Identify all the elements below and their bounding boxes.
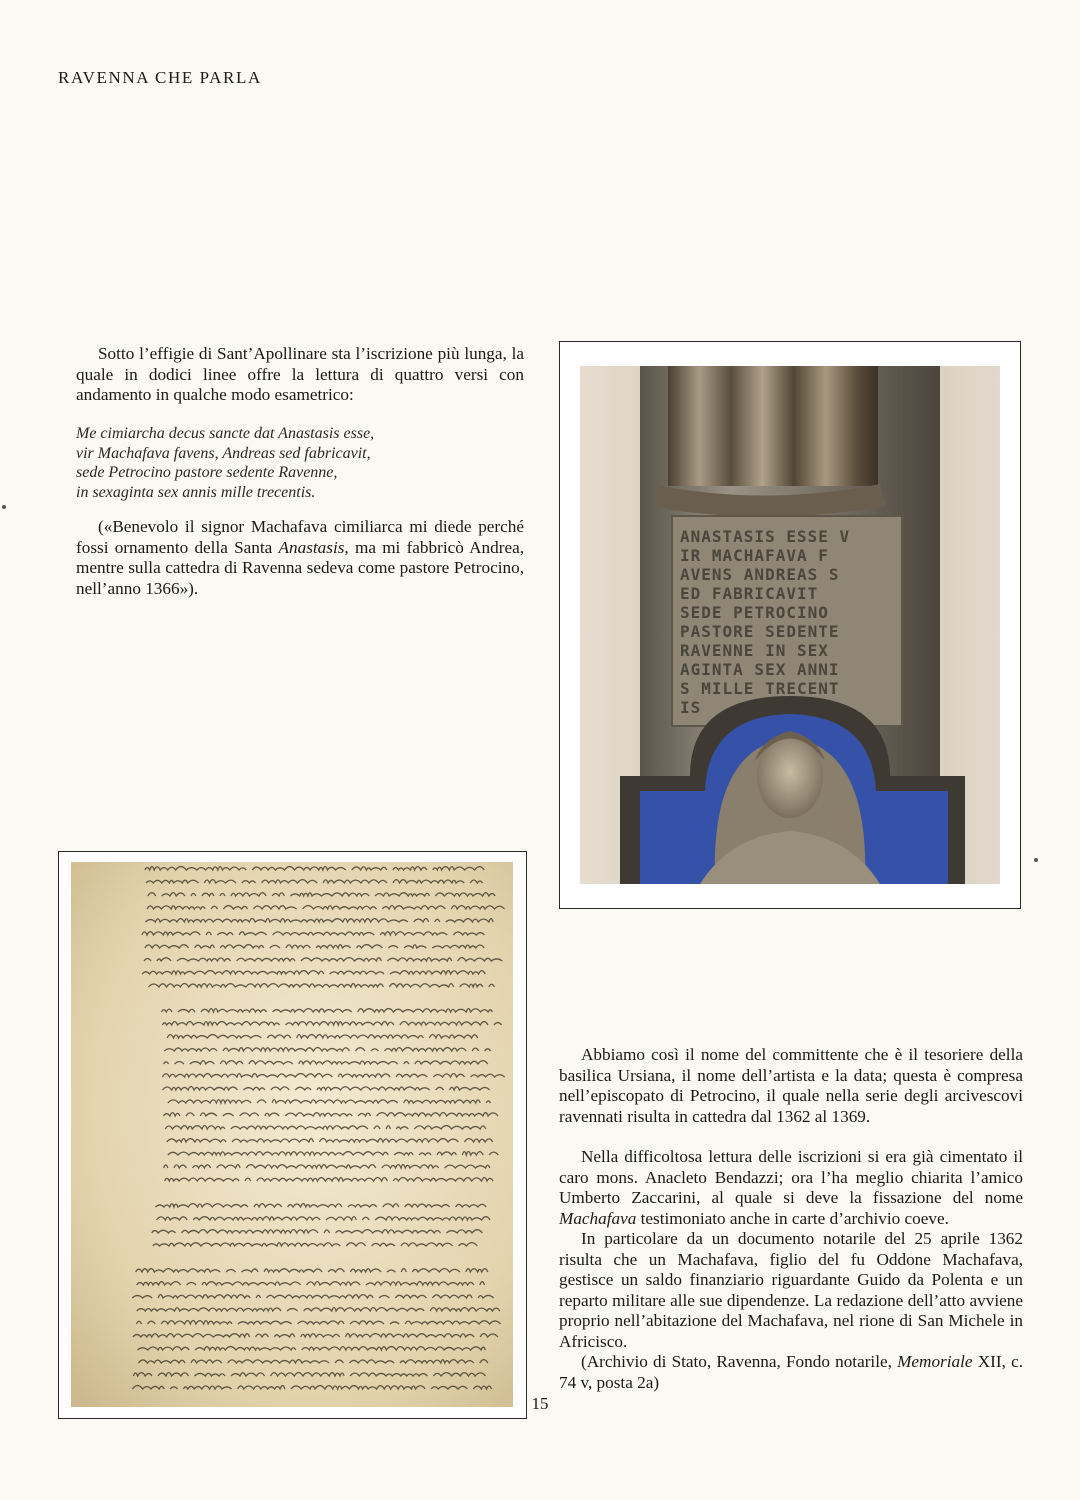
print-speck — [2, 505, 6, 509]
page-number: 15 — [531, 1394, 549, 1413]
translation-text: ma mi fabbricò Andrea, mentre sulla cattedra di Ravenna sedeva come pastore Petrocino, nell’anno 1366»). — [76, 537, 524, 598]
inscription-line: AVENS ANDREAS S — [680, 565, 840, 584]
inscription-line: PASTORE SEDENTE — [680, 622, 840, 641]
translation-text: («Benevolo il signor Machafava cimiliarca mi diede perché fossi ornamento della Santa — [76, 517, 524, 557]
manuscript-document-photo — [71, 862, 513, 1407]
intro-paragraph — [76, 344, 524, 406]
verse-line: Me cimiarcha decus sancte dat Anastasis esse, — [76, 425, 375, 442]
citation-text: (Archivio di Stato, Ravenna, Fondo notarile, — [581, 1352, 898, 1371]
paragraph-italic: Machafava — [559, 1208, 637, 1228]
print-speck — [1034, 858, 1038, 862]
running-title: RAVENNA CHE PARLA — [58, 68, 262, 87]
inscription-line: S MILLE TRECENT — [680, 679, 840, 698]
inscription-line: ED FABRICAVIT — [680, 584, 819, 603]
paragraph-text: testimoniato anche in carte d’archivio coeve. — [636, 1208, 949, 1228]
reliquary-illustration — [580, 366, 1000, 884]
silver-reliquary-photo — [580, 366, 1000, 884]
manuscript-photo-frame — [58, 851, 527, 1419]
verse-line: sede Petrocino pastore sedente Ravenne, — [76, 464, 338, 481]
paragraph-documento: In particolare da un documento notarile del 25 aprile 1362 risulta che un Machafava, figlio del fu Oddone Machafava, gestisce un saldo finanziario riguardante Guido da Polenta e un reparto militare alle sue dipendenze. La redazione dell’atto avviene proprio nell’abitazione del Machafava, nel rione di San Michele in Africisco. — [559, 1229, 1023, 1351]
paragraph-committente: Abbiamo così il nome del committente che è il tesoriere della basilica Ursiana, il nome dell’artista e la data; questa è compresa nell’episcopato di Petrocino, il quale nella serie degli arcivescovi ravennati risulta in cattedra dal 1362 al 1369. — [559, 1045, 1023, 1126]
paragraph-citazione — [559, 1352, 1023, 1393]
inscription-line: SEDE PETROCINO — [680, 603, 829, 622]
manuscript-illustration — [71, 862, 513, 1407]
translation-italic: Anastasis, — [278, 537, 349, 557]
citation-text: XII, c. 74 v, posta 2a) — [559, 1352, 1023, 1392]
inscription-line: RAVENNE IN SEX — [680, 641, 829, 660]
latin-verses — [76, 424, 476, 502]
citation-italic: Memoriale — [897, 1352, 973, 1371]
paragraph-text: Nella difficoltosa lettura delle iscrizioni si era già cimentato il caro mons. Anacleto Bendazzi; ora l’ha meglio chiarita l’amico Umberto Zaccarini, al quale si deve la fissazione del nome — [559, 1147, 1023, 1207]
reliquary-photo-frame — [559, 341, 1021, 909]
inscription-line: IR MACHAFAVA F — [680, 546, 829, 565]
paragraph-lettura — [559, 1147, 1023, 1229]
inscription-line: AGINTA SEX ANNI — [680, 660, 840, 679]
verse-line: vir Machafava favens, Andreas sed fabricavit, — [76, 444, 371, 462]
inscription-line: ANASTASIS ESSE V — [680, 527, 851, 546]
translation-paragraph — [76, 517, 524, 599]
inscription-line: IS — [680, 698, 702, 717]
intro-text: Sotto l’effigie di Sant’Apollinare sta l’iscrizione più lunga, la quale in dodici linee offre la lettura di quattro versi con andamento in qualche modo esametrico: — [76, 344, 524, 404]
right-column-text — [559, 1045, 1023, 1393]
verse-line: in sexaginta sex annis mille trecentis. — [76, 483, 316, 501]
